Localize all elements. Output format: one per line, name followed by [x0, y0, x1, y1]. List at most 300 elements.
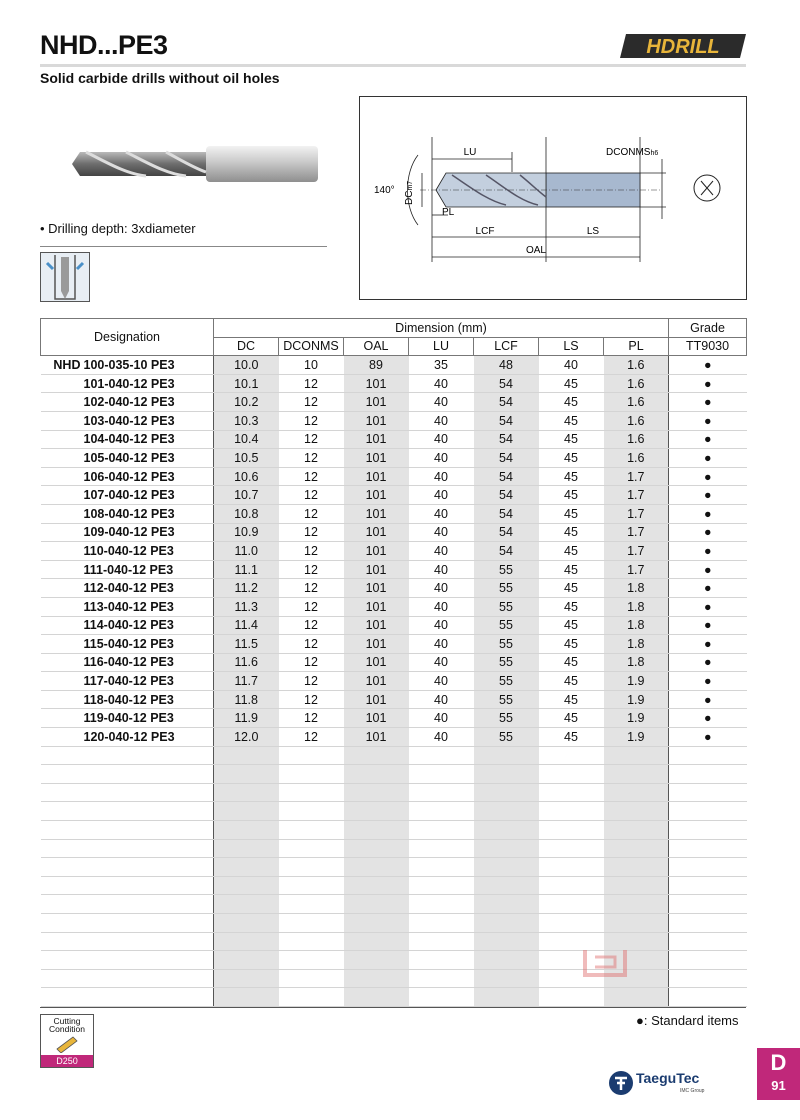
empty-cell — [214, 895, 279, 914]
specification-table — [40, 318, 747, 1007]
cell-lu: 40 — [409, 374, 474, 393]
cell-pl: 1.9 — [604, 690, 669, 709]
empty-cell — [214, 988, 279, 1007]
cell-lcf: 55 — [474, 616, 539, 635]
cell-dconms: 12 — [279, 690, 344, 709]
table-row — [41, 542, 747, 561]
label-lu: LU — [463, 147, 477, 158]
designation-code: 118-040-12 PE3 — [83, 692, 174, 707]
cell-dconms: 12 — [279, 504, 344, 523]
empty-cell — [41, 932, 214, 951]
cell-dc: 11.9 — [214, 709, 279, 728]
empty-cell — [409, 821, 474, 840]
empty-cell — [41, 895, 214, 914]
cell-dconms: 12 — [279, 597, 344, 616]
cell-oal: 101 — [344, 504, 409, 523]
empty-cell — [279, 895, 344, 914]
cell-oal: 101 — [344, 374, 409, 393]
cell-pl: 1.7 — [604, 523, 669, 542]
cutting-label: Cutting Condition — [49, 1016, 85, 1034]
empty-cell — [279, 914, 344, 933]
empty-cell — [669, 858, 747, 877]
empty-cell — [669, 802, 747, 821]
cell-lu: 40 — [409, 467, 474, 486]
cell-dc: 10.0 — [214, 356, 279, 375]
col-dconms: DCONMS — [279, 337, 344, 356]
designation-cell — [41, 486, 214, 505]
cell-lu: 40 — [409, 523, 474, 542]
table-row — [41, 672, 747, 691]
empty-cell — [344, 876, 409, 895]
cell-lu: 40 — [409, 393, 474, 412]
page-title: NHD...PE3 — [40, 30, 168, 60]
designation-cell — [41, 616, 214, 635]
empty-row — [41, 895, 747, 914]
cell-lcf: 54 — [474, 411, 539, 430]
empty-cell — [41, 858, 214, 877]
empty-cell — [669, 969, 747, 988]
cell-grade: ● — [669, 356, 747, 375]
empty-cell — [604, 746, 669, 765]
cell-oal: 101 — [344, 411, 409, 430]
cell-pl: 1.6 — [604, 374, 669, 393]
table-row — [41, 728, 747, 747]
cell-grade: ● — [669, 523, 747, 542]
cell-dconms: 12 — [279, 579, 344, 598]
empty-cell — [409, 839, 474, 858]
empty-cell — [474, 969, 539, 988]
cell-dconms: 12 — [279, 523, 344, 542]
cell-ls: 45 — [539, 374, 604, 393]
empty-row — [41, 783, 747, 802]
cell-ls: 45 — [539, 653, 604, 672]
col-pl: PL — [604, 337, 669, 356]
empty-cell — [409, 988, 474, 1007]
table-row — [41, 356, 747, 375]
empty-cell — [474, 951, 539, 970]
empty-cell — [279, 746, 344, 765]
empty-row — [41, 746, 747, 765]
empty-cell — [539, 914, 604, 933]
application-icon — [40, 252, 90, 302]
empty-cell — [604, 914, 669, 933]
table-bottom-rule — [40, 1007, 746, 1008]
table-row — [41, 486, 747, 505]
empty-cell — [409, 783, 474, 802]
cell-lcf: 55 — [474, 690, 539, 709]
empty-cell — [214, 969, 279, 988]
empty-cell — [539, 839, 604, 858]
cell-dconms: 12 — [279, 635, 344, 654]
empty-cell — [214, 839, 279, 858]
empty-cell — [474, 895, 539, 914]
cell-oal: 101 — [344, 635, 409, 654]
designation-code: 106-040-12 PE3 — [83, 469, 175, 484]
drill-photo — [66, 140, 322, 188]
designation-code: 109-040-12 PE3 — [83, 525, 175, 540]
cell-ls: 45 — [539, 597, 604, 616]
table-row — [41, 616, 747, 635]
empty-cell — [669, 951, 747, 970]
table-row — [41, 449, 747, 468]
designation-cell — [41, 635, 214, 654]
cell-pl: 1.7 — [604, 542, 669, 561]
brand-name: TaeguTec — [636, 1070, 700, 1086]
empty-cell — [474, 932, 539, 951]
cell-dc: 11.5 — [214, 635, 279, 654]
col-grade: TT9030 — [669, 337, 747, 356]
cell-grade: ● — [669, 728, 747, 747]
empty-cell — [669, 876, 747, 895]
cell-lcf: 54 — [474, 523, 539, 542]
cell-pl: 1.7 — [604, 504, 669, 523]
cell-ls: 40 — [539, 356, 604, 375]
designation-code: 107-040-12 PE3 — [83, 488, 175, 503]
cell-lcf: 54 — [474, 449, 539, 468]
empty-cell — [279, 821, 344, 840]
empty-cell — [344, 969, 409, 988]
designation-cell — [41, 542, 214, 561]
empty-cell — [279, 858, 344, 877]
cell-dconms: 12 — [279, 411, 344, 430]
cell-dconms: 12 — [279, 709, 344, 728]
empty-cell — [669, 783, 747, 802]
cell-grade: ● — [669, 709, 747, 728]
empty-cell — [669, 821, 747, 840]
cell-lu: 35 — [409, 356, 474, 375]
table-row — [41, 690, 747, 709]
cell-ls: 45 — [539, 616, 604, 635]
designation-code: 119-040-12 PE3 — [83, 711, 174, 726]
designation-code: 113-040-12 PE3 — [83, 599, 174, 614]
dimension-header: Dimension (mm) — [214, 319, 669, 338]
empty-cell — [669, 765, 747, 784]
empty-cell — [41, 914, 214, 933]
cell-dconms: 12 — [279, 616, 344, 635]
cell-grade: ● — [669, 653, 747, 672]
empty-row — [41, 821, 747, 840]
cell-ls: 45 — [539, 709, 604, 728]
cell-grade: ● — [669, 616, 747, 635]
table-row — [41, 523, 747, 542]
label-dc: DCm7 — [404, 180, 415, 205]
cell-grade: ● — [669, 560, 747, 579]
empty-row — [41, 858, 747, 877]
designation-cell — [41, 430, 214, 449]
cell-dconms: 12 — [279, 374, 344, 393]
cell-oal: 101 — [344, 393, 409, 412]
cell-dc: 10.5 — [214, 449, 279, 468]
empty-cell — [539, 858, 604, 877]
designation-cell — [41, 504, 214, 523]
cell-dc: 11.3 — [214, 597, 279, 616]
page-number: 91 — [771, 1078, 786, 1093]
empty-cell — [669, 988, 747, 1007]
section-letter: D — [770, 1050, 787, 1075]
empty-cell — [214, 765, 279, 784]
cell-ls: 45 — [539, 449, 604, 468]
cell-oal: 101 — [344, 486, 409, 505]
cell-pl: 1.6 — [604, 393, 669, 412]
designation-code: 117-040-12 PE3 — [83, 674, 174, 689]
table-row — [41, 579, 747, 598]
empty-cell — [409, 876, 474, 895]
table-row — [41, 430, 747, 449]
cell-lcf: 54 — [474, 467, 539, 486]
cell-lcf: 55 — [474, 597, 539, 616]
empty-cell — [409, 932, 474, 951]
empty-cell — [279, 932, 344, 951]
empty-row — [41, 765, 747, 784]
empty-cell — [409, 802, 474, 821]
cell-oal: 101 — [344, 523, 409, 542]
empty-cell — [344, 821, 409, 840]
cell-oal: 101 — [344, 467, 409, 486]
empty-cell — [539, 746, 604, 765]
col-oal: OAL — [344, 337, 409, 356]
cell-lu: 40 — [409, 579, 474, 598]
empty-cell — [41, 783, 214, 802]
taegutec-logo-icon — [608, 1070, 634, 1096]
cell-grade: ● — [669, 542, 747, 561]
cell-pl: 1.8 — [604, 597, 669, 616]
cell-ls: 45 — [539, 430, 604, 449]
cell-lcf: 55 — [474, 653, 539, 672]
empty-cell — [474, 746, 539, 765]
cell-oal: 101 — [344, 542, 409, 561]
cutting-condition-badge[interactable] — [40, 1014, 94, 1068]
cell-dconms: 10 — [279, 356, 344, 375]
table-row — [41, 504, 747, 523]
empty-cell — [474, 876, 539, 895]
cell-grade: ● — [669, 430, 747, 449]
designation-code: 120-040-12 PE3 — [83, 729, 175, 744]
designation-cell — [41, 709, 214, 728]
designation-code: 108-040-12 PE3 — [83, 506, 175, 521]
empty-cell — [409, 746, 474, 765]
table-row — [41, 597, 747, 616]
cell-dconms: 12 — [279, 467, 344, 486]
empty-cell — [41, 951, 214, 970]
empty-cell — [279, 765, 344, 784]
table-row — [41, 467, 747, 486]
label-pl: PL — [442, 207, 455, 218]
cell-pl: 1.7 — [604, 486, 669, 505]
cell-grade: ● — [669, 635, 747, 654]
cell-grade: ● — [669, 449, 747, 468]
cell-oal: 101 — [344, 579, 409, 598]
cell-lu: 40 — [409, 597, 474, 616]
cell-pl: 1.6 — [604, 449, 669, 468]
drill-dimension-diagram — [359, 96, 747, 300]
table-row — [41, 393, 747, 412]
brand-sub: IMC Group — [680, 1088, 705, 1094]
cell-dc: 11.0 — [214, 542, 279, 561]
cell-dc: 10.8 — [214, 504, 279, 523]
cell-dc: 11.7 — [214, 672, 279, 691]
designation-cell — [41, 449, 214, 468]
designation-cell — [41, 579, 214, 598]
empty-cell — [474, 765, 539, 784]
designation-code: 110-040-12 PE3 — [83, 543, 174, 558]
empty-cell — [279, 783, 344, 802]
cell-ls: 45 — [539, 728, 604, 747]
cell-pl: 1.6 — [604, 356, 669, 375]
empty-cell — [279, 951, 344, 970]
title-divider — [40, 64, 746, 67]
empty-row — [41, 914, 747, 933]
empty-cell — [344, 914, 409, 933]
empty-row — [41, 839, 747, 858]
cell-lcf: 55 — [474, 728, 539, 747]
empty-cell — [669, 746, 747, 765]
empty-cell — [214, 858, 279, 877]
cell-lcf: 55 — [474, 672, 539, 691]
cell-oal: 101 — [344, 709, 409, 728]
designation-cell — [41, 411, 214, 430]
cell-pl: 1.6 — [604, 430, 669, 449]
empty-cell — [214, 914, 279, 933]
empty-cell — [41, 876, 214, 895]
cell-lu: 40 — [409, 672, 474, 691]
designation-code: 104-040-12 PE3 — [83, 432, 175, 447]
cell-grade: ● — [669, 467, 747, 486]
cell-lcf: 54 — [474, 542, 539, 561]
empty-cell — [344, 802, 409, 821]
empty-cell — [474, 839, 539, 858]
cell-dconms: 12 — [279, 486, 344, 505]
empty-cell — [41, 746, 214, 765]
legend-standard-items: ●: Standard items — [636, 1013, 739, 1028]
table-row — [41, 411, 747, 430]
cell-grade: ● — [669, 690, 747, 709]
cell-pl: 1.7 — [604, 467, 669, 486]
empty-cell — [344, 988, 409, 1007]
cell-ls: 45 — [539, 411, 604, 430]
col-ls: LS — [539, 337, 604, 356]
cell-pl: 1.9 — [604, 728, 669, 747]
designation-code: 116-040-12 PE3 — [83, 655, 174, 670]
drill-icon — [55, 1035, 79, 1053]
empty-cell — [41, 821, 214, 840]
label-dconms: DCONMSh6 — [606, 147, 659, 158]
designation-code: 115-040-12 PE3 — [83, 636, 174, 651]
cell-lu: 40 — [409, 728, 474, 747]
cell-lu: 40 — [409, 616, 474, 635]
empty-cell — [604, 876, 669, 895]
empty-cell — [344, 951, 409, 970]
designation-code: 114-040-12 PE3 — [83, 618, 174, 633]
cell-dconms: 12 — [279, 393, 344, 412]
empty-cell — [214, 802, 279, 821]
empty-cell — [474, 858, 539, 877]
empty-row — [41, 876, 747, 895]
cell-lu: 40 — [409, 635, 474, 654]
empty-cell — [344, 858, 409, 877]
cell-pl: 1.6 — [604, 411, 669, 430]
table-row — [41, 709, 747, 728]
empty-cell — [604, 802, 669, 821]
cell-oal: 101 — [344, 672, 409, 691]
cell-ls: 45 — [539, 486, 604, 505]
cell-oal: 101 — [344, 449, 409, 468]
empty-cell — [474, 783, 539, 802]
empty-cell — [41, 988, 214, 1007]
empty-cell — [279, 988, 344, 1007]
cell-oal: 89 — [344, 356, 409, 375]
cell-lcf: 55 — [474, 560, 539, 579]
cell-grade: ● — [669, 672, 747, 691]
cell-lu: 40 — [409, 486, 474, 505]
designation-code: 112-040-12 PE3 — [83, 581, 174, 596]
designation-code: 103-040-12 PE3 — [83, 413, 175, 428]
cell-grade: ● — [669, 411, 747, 430]
logo-text: HDRILL — [646, 36, 720, 58]
cell-dc: 12.0 — [214, 728, 279, 747]
empty-cell — [279, 839, 344, 858]
designation-cell — [41, 672, 214, 691]
cell-lcf: 54 — [474, 486, 539, 505]
cell-dc: 10.2 — [214, 393, 279, 412]
section-tab — [757, 1048, 800, 1100]
label-ls: LS — [586, 226, 600, 237]
designation-cell — [41, 690, 214, 709]
empty-cell — [344, 932, 409, 951]
empty-cell — [409, 895, 474, 914]
empty-cell — [409, 765, 474, 784]
label-oal: OAL — [525, 245, 547, 256]
cell-dc: 11.2 — [214, 579, 279, 598]
col-dc: DC — [214, 337, 279, 356]
empty-cell — [279, 802, 344, 821]
label-lcf: LCF — [475, 226, 495, 237]
cell-lu: 40 — [409, 411, 474, 430]
empty-cell — [474, 914, 539, 933]
empty-cell — [214, 951, 279, 970]
cell-lu: 40 — [409, 653, 474, 672]
cell-grade: ● — [669, 504, 747, 523]
cell-grade: ● — [669, 579, 747, 598]
empty-row — [41, 802, 747, 821]
cell-pl: 1.9 — [604, 672, 669, 691]
designation-code: 102-040-12 PE3 — [83, 395, 175, 410]
col-lu: LU — [409, 337, 474, 356]
empty-cell — [539, 802, 604, 821]
cell-dconms: 12 — [279, 653, 344, 672]
empty-cell — [214, 932, 279, 951]
empty-cell — [539, 895, 604, 914]
watermark-logo — [540, 945, 670, 1005]
empty-cell — [214, 821, 279, 840]
cell-ls: 45 — [539, 467, 604, 486]
cell-grade: ● — [669, 486, 747, 505]
table-row — [41, 635, 747, 654]
cell-oal: 101 — [344, 597, 409, 616]
empty-cell — [279, 969, 344, 988]
cell-lcf: 55 — [474, 709, 539, 728]
empty-cell — [41, 839, 214, 858]
designation-cell — [41, 374, 214, 393]
designation-cell — [41, 523, 214, 542]
cell-dc: 10.7 — [214, 486, 279, 505]
cell-dc: 10.6 — [214, 467, 279, 486]
empty-cell — [604, 765, 669, 784]
empty-cell — [474, 821, 539, 840]
cell-lcf: 54 — [474, 393, 539, 412]
designation-cell — [41, 467, 214, 486]
cell-grade: ● — [669, 374, 747, 393]
empty-cell — [344, 783, 409, 802]
